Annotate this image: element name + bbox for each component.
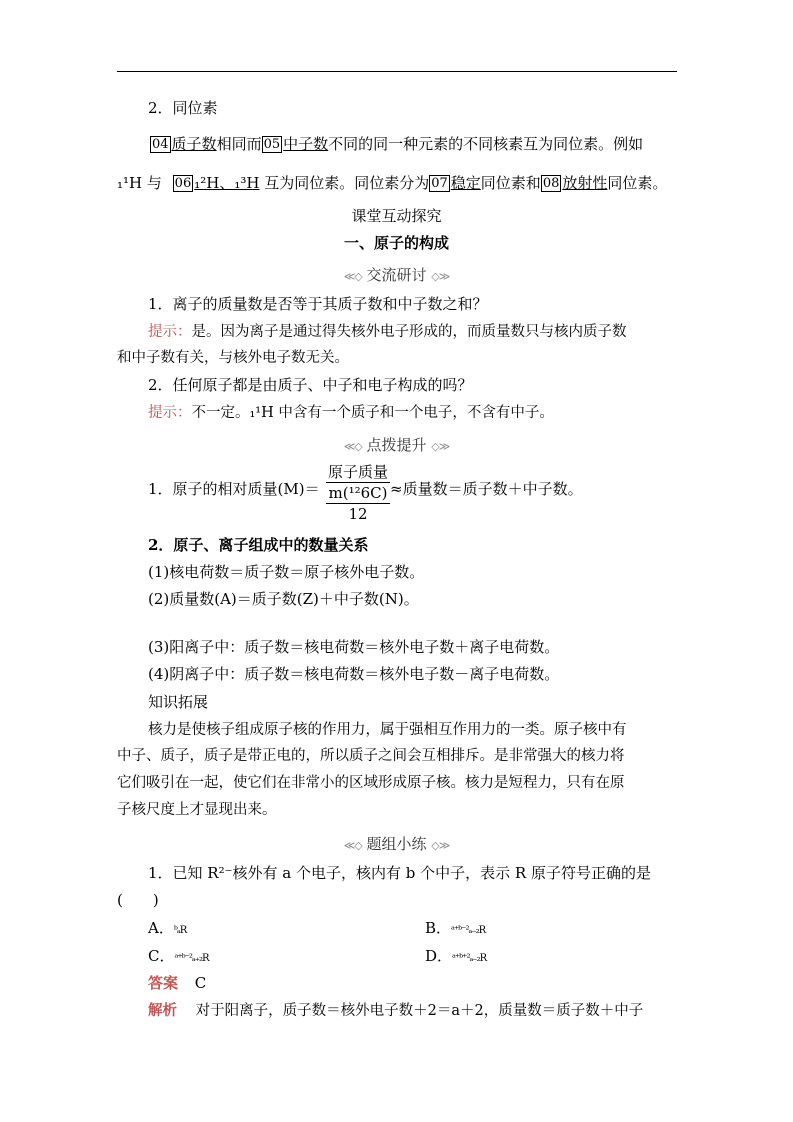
answer-row bbox=[148, 973, 206, 993]
answer-07: 稳定 bbox=[450, 174, 481, 192]
banner-dianbo: ≪◇ 点拨提升 ◇≫ bbox=[343, 436, 450, 454]
answer-06: ₁²H、₁³H bbox=[194, 174, 260, 192]
explanation-text: 对于阳离子，质子数＝核外电子数＋2＝a＋2，质量数＝质子数＋中子 bbox=[195, 1003, 644, 1019]
banner-jiaoliu: ≪◇ 交流研讨 ◇≫ bbox=[343, 266, 450, 284]
relation-3: (3)阳离子中：质子数＝核电荷数＝核外电子数＋离子电荷数。 bbox=[148, 638, 560, 656]
nuclear-force-line3: 它们吸引在一起，使它们在非常小的区域形成原子核。核力是短程力，只有在原 bbox=[117, 775, 625, 791]
section-heading-ketang: 课堂互动探究 bbox=[351, 207, 442, 225]
nuclear-force-line1: 核力是使核子组成原子核的作用力，属于强相互作用力的一类。原子核中有 bbox=[148, 722, 627, 738]
section-2-title: 2．原子、离子组成中的数量关系 bbox=[148, 536, 369, 554]
relation-1: (1)核电荷数＝质子数＝原子核外电子数。 bbox=[148, 563, 425, 581]
explanation-label: 解析 bbox=[148, 1002, 177, 1019]
banner-tizu: ≪◇ 题组小练 ◇≫ bbox=[343, 835, 450, 853]
section-isotope-title: 2．同位素 bbox=[148, 99, 218, 117]
answer-2: 提示：不一定。₁¹H 中含有一个质子和一个电子，不含有中子。 bbox=[148, 405, 554, 421]
fraction-inner-numerator: m(¹²6C) bbox=[326, 483, 390, 504]
top-rule bbox=[117, 71, 677, 72]
tip-label: 提示： bbox=[148, 405, 192, 421]
fraction-numerator: 原子质量 bbox=[327, 463, 388, 481]
tip-label: 提示： bbox=[148, 324, 192, 340]
explanation-row bbox=[148, 1001, 643, 1021]
answer-04: 质子数 bbox=[171, 135, 217, 153]
blank-08: 08 bbox=[542, 176, 560, 191]
blank-05: 05 bbox=[263, 137, 281, 152]
formula-suffix: ≈质量数＝质子数＋中子数。 bbox=[390, 480, 583, 498]
banner-left-ornament: ≪◇ bbox=[343, 270, 362, 283]
answer-value: C bbox=[194, 974, 207, 992]
nuclear-force-line2: 中子、质子，质子是带正电的，所以质子之间会互相排斥。是非常强大的核力将 bbox=[117, 748, 625, 764]
option-b[interactable]: B．ᵃ⁺ᵇ⁻²ₐ₋₂R bbox=[425, 919, 486, 937]
answer-1-line2: 和中子数有关，与核外电子数无关。 bbox=[117, 350, 349, 366]
nuclear-force-line4: 子核尺度上才显现出来。 bbox=[117, 802, 277, 818]
question-2: 2．任何原子都是由质子、中子和电子构成的吗？ bbox=[148, 376, 473, 394]
isotope-definition-line2: ₁¹H 与 06 ₁²H、₁³H 互为同位素。同位素分为 07 稳定同位素和 08 放射性同位素。 bbox=[117, 174, 668, 192]
banner-right-ornament: ◇≫ bbox=[431, 270, 450, 283]
knowledge-extension-title: 知识拓展 bbox=[148, 693, 209, 711]
answer-05: 中子数 bbox=[283, 135, 329, 153]
isotope-definition-line1: 04 质子数相同而 05 中子数不同的同一种元素的不同核素互为同位素。例如 bbox=[152, 135, 644, 153]
blank-04: 04 bbox=[152, 137, 169, 152]
question-1: 1．离子的质量数是否等于其质子数和中子数之和？ bbox=[148, 295, 488, 313]
answer-1-line1: 提示：是。因为离子是通过得失核外电子形成的，而质量数只与核内质子数 bbox=[148, 324, 627, 340]
part-heading-1: 一、原子的构成 bbox=[343, 234, 449, 252]
exercise-1-stem: 1．已知 R²⁻核外有 a 个电子，核内有 b 个中子，表示 R 原子符号正确的是 bbox=[148, 864, 651, 882]
option-a[interactable]: A．ᵇₐR bbox=[148, 919, 187, 937]
blank-06: 06 bbox=[174, 176, 192, 191]
relative-mass-fraction bbox=[326, 462, 390, 524]
fraction-denominator: 12 bbox=[348, 505, 368, 523]
blank-07: 07 bbox=[431, 176, 448, 191]
relation-4: (4)阴离子中：质子数＝核电荷数＝核外电子数－离子电荷数。 bbox=[148, 665, 560, 683]
relation-2: (2)质量数(A)＝质子数(Z)＋中子数(N)。 bbox=[148, 590, 419, 608]
answer-label: 答案 bbox=[148, 974, 179, 992]
answer-08: 放射性 bbox=[562, 174, 608, 192]
option-d[interactable]: D．ᵃ⁺ᵇ⁺²ₐ₋₂R bbox=[425, 947, 487, 965]
exercise-1-paren: ( ) bbox=[117, 891, 159, 909]
option-c[interactable]: C．ᵃ⁺ᵇ⁻²ₐ₊₂R bbox=[148, 947, 209, 965]
formula-prefix: 1．原子的相对质量(M)＝ bbox=[148, 480, 320, 498]
